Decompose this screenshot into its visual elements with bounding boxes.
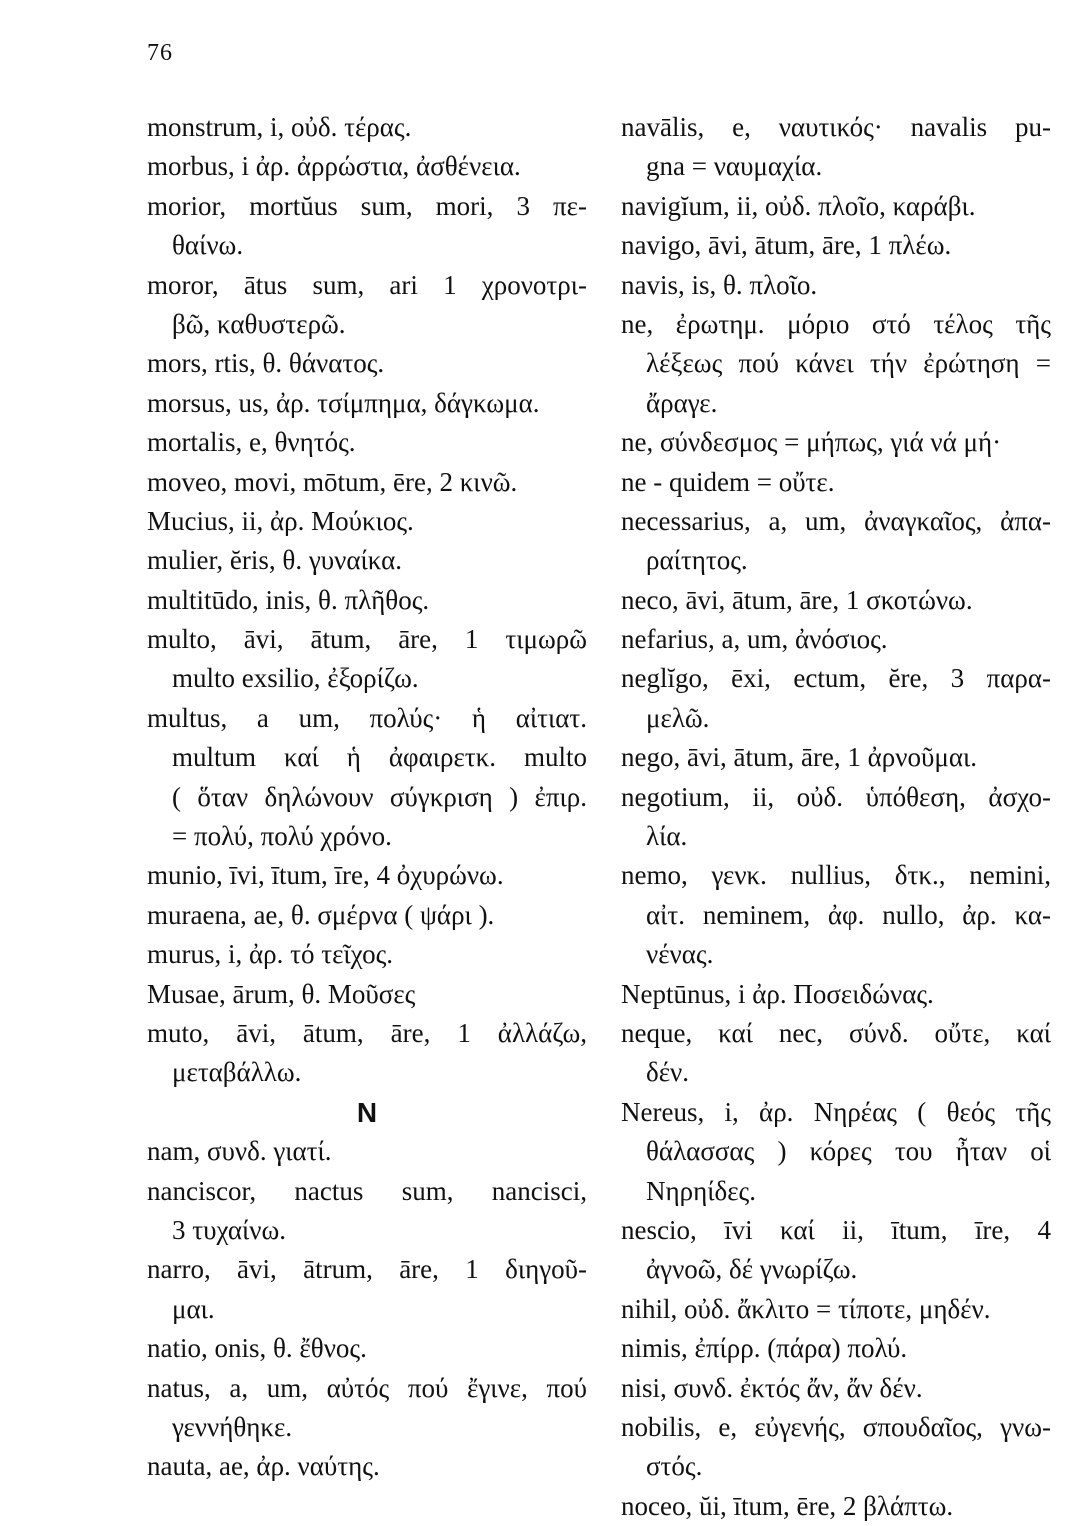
entry-line: nescio, īvi καί ii, ītum, īre, 4 <box>621 1214 1051 1245</box>
entry-line: nobilis, e, εὐγενής, σπουδαῖος, γνω- <box>621 1411 1051 1442</box>
entry-line: nanciscor, nactus sum, nancisci, <box>147 1175 587 1206</box>
entry-line: μαι. <box>172 1293 215 1324</box>
entry-line: ραίτητος. <box>646 545 748 576</box>
entry-line: moveo, movi, mōtum, ēre, 2 κινῶ. <box>147 466 518 497</box>
entry-line: ἄραγε. <box>646 387 718 418</box>
entry-line: ἀγνοῶ, δέ γνωρίζω. <box>646 1254 858 1285</box>
entry-line: monstrum, i, οὐδ. τέρας. <box>147 112 412 142</box>
entry-line: θαίνω. <box>172 230 244 261</box>
entry-line: 3 τυχαίνω. <box>172 1214 286 1245</box>
section-letter-heading: N <box>356 1096 378 1128</box>
entry-line: natio, onis, θ. ἔθνος. <box>147 1333 367 1364</box>
entry-line: multo exsilio, ἐξορίζω. <box>172 663 419 694</box>
entry-line: ne - quidem = οὔτε. <box>621 466 835 497</box>
entry-line: Nereus, i, ἀρ. Νηρέας ( θεός τῆς <box>621 1096 1051 1127</box>
entry-line: = πολύ, πολύ χρόνο. <box>172 821 392 852</box>
entry-line: θάλασσας ) κόρες του ἦταν οἱ <box>646 1136 1051 1167</box>
entry-line: nisi, συνδ. ἐκτός ἄν, ἄν δέν. <box>621 1372 923 1403</box>
entry-line: mors, rtis, θ. θάνατος. <box>147 348 385 379</box>
entry-line: noceo, ŭi, ītum, ēre, 2 βλάπτω. <box>621 1490 954 1521</box>
entry-line: νένας. <box>646 939 714 970</box>
entry-line: mulier, ĕris, θ. γυναίκα. <box>147 545 402 576</box>
entry-line: navigo, āvi, ātum, āre, 1 πλέω. <box>621 230 952 261</box>
entry-line: navigĭum, ii, οὐδ. πλοῖο, καράβι. <box>621 190 976 221</box>
entry-line: natus, a, um, αὐτός πού ἔγινε, πού <box>147 1372 587 1403</box>
entry-line: neco, āvi, ātum, āre, 1 σκοτώνω. <box>621 584 973 615</box>
entry-line: multum καί ἡ ἀφαιρετκ. multo <box>172 742 587 773</box>
entry-line: navis, is, θ. πλοῖο. <box>621 269 818 300</box>
entry-line: multus, a um, πολύς· ἡ αἰτιατ. <box>147 702 587 733</box>
entry-line: Neptūnus, i ἀρ. Ποσειδώνας. <box>621 978 934 1009</box>
entry-line: multitūdo, inis, θ. πλῆθος. <box>147 584 430 615</box>
entry-line: murus, i, ἀρ. τό τεῖχος. <box>147 939 394 970</box>
entry-line: muraena, ae, θ. σμέρνα ( ψάρι ). <box>147 899 495 930</box>
entry-line: βῶ, καθυστερῶ. <box>172 308 346 339</box>
entry-line: morsus, us, ἀρ. τσίμπημα, δάγκωμα. <box>147 387 540 418</box>
left-column <box>147 108 587 1487</box>
entry-line: Mucius, ii, ἀρ. Μούκιος. <box>147 505 414 536</box>
entry-line: μεταβάλλω. <box>172 1057 302 1088</box>
entry-line: λία. <box>646 821 688 852</box>
entry-line: multo, āvi, ātum, āre, 1 τιμωρῶ <box>147 624 587 655</box>
entry-line: necessarius, a, um, ἀναγκαῖος, ἀπα- <box>621 505 1051 536</box>
entry-line: moror, ātus sum, ari 1 χρονοτρι- <box>147 269 587 300</box>
entry-line: μελῶ. <box>646 702 710 733</box>
entry-line: negotium, ii, οὐδ. ὑπόθεση, ἀσχο- <box>621 781 1051 812</box>
entry-line: nihil, οὐδ. ἄκλιτο = τίποτε, μηδέν. <box>621 1293 991 1324</box>
entry-line: mortalis, e, θνητός. <box>147 427 356 458</box>
entry-line: αἰτ. neminem, ἀφ. nullo, ἀρ. κα- <box>646 899 1051 930</box>
entry-line: muto, āvi, ātum, āre, 1 ἀλλάζω, <box>147 1017 587 1048</box>
entry-line: gna = ναυμαχία. <box>646 151 823 182</box>
entry-line: neglĭgo, ēxi, ectum, ĕre, 3 παρα- <box>621 663 1051 694</box>
entry-line: nam, συνδ. γιατί. <box>147 1136 332 1167</box>
entry-line: Musae, ārum, θ. Μοῦσες <box>147 978 416 1009</box>
entry-line: munio, īvi, ītum, īre, 4 ὀχυρώνω. <box>147 860 504 891</box>
entry-line: δέν. <box>646 1057 690 1088</box>
entry-line: navālis, e, ναυτικός· navalis pu- <box>621 112 1051 142</box>
right-column <box>621 108 1051 1526</box>
entry-line: Νηρηίδες. <box>646 1175 756 1206</box>
entry-line: narro, āvi, ātrum, āre, 1 διηγοῦ- <box>147 1254 587 1285</box>
entry-line: στός. <box>646 1451 703 1482</box>
entry-line: nimis, ἐπίρρ. (πάρα) πολύ. <box>621 1333 908 1364</box>
entry-line: γεννήθηκε. <box>172 1411 293 1442</box>
entry-line: nauta, ae, ἀρ. ναύτης. <box>147 1451 380 1482</box>
entry-line: nemo, γενκ. nullius, δτκ., nemini, <box>621 860 1051 891</box>
entry-line: morbus, i ἀρ. ἀρρώστια, ἀσθένεια. <box>147 151 521 182</box>
entry-line: morior, mortŭus sum, mori, 3 πε- <box>147 190 587 221</box>
entry-line: λέξεως πού κάνει τήν ἐρώτηση = <box>646 348 1051 379</box>
entry-line: ne, σύνδεσμος = μήπως, γιά νά μή· <box>621 427 1002 458</box>
entry-line: ( ὅταν δηλώνουν σύγκριση ) ἐπιρ. <box>172 781 587 812</box>
entry-line: ne, ἐρωτημ. μόριο στό τέλος τῆς <box>621 308 1051 339</box>
entry-line: nego, āvi, ātum, āre, 1 ἀρνοῦμαι. <box>621 742 977 773</box>
page-number: 76 <box>147 40 173 66</box>
entry-line: nefarius, a, um, ἀνόσιος. <box>621 624 888 655</box>
entry-line: neque, καί nec, σύνδ. οὔτε, καί <box>621 1017 1051 1048</box>
